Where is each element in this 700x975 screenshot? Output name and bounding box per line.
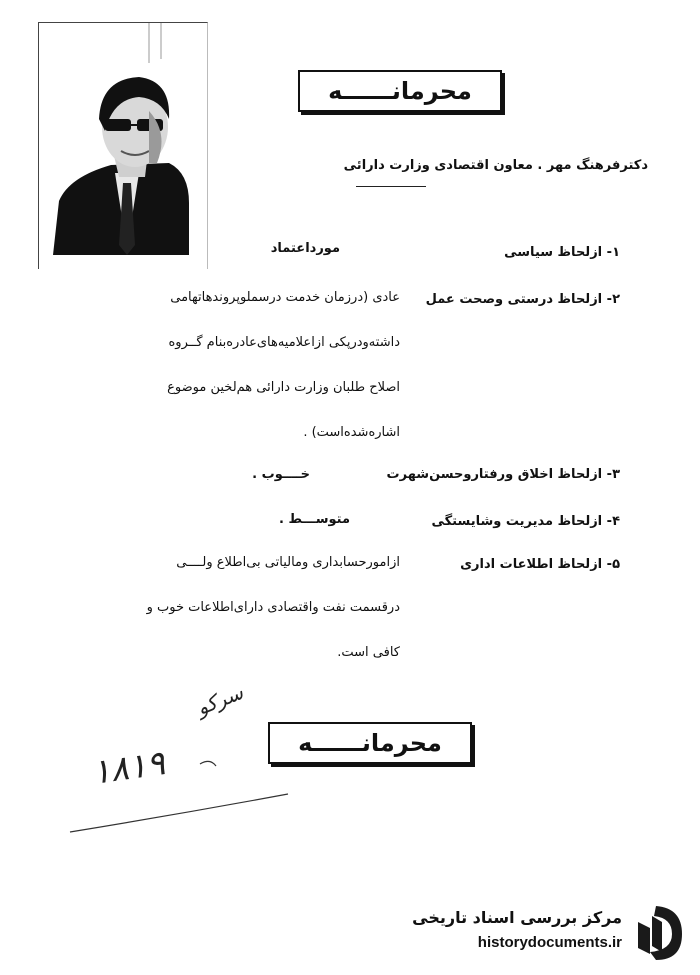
portrait-photo xyxy=(38,22,208,269)
item-2-value-line-4: اشاره‌شده‌است) . xyxy=(303,425,400,440)
archive-watermark xyxy=(400,900,690,966)
confidential-stamp-bottom xyxy=(268,722,472,764)
handwritten-number: ۱۸۱۹ xyxy=(89,743,168,793)
item-2-value-line-1: عادی (درزمان خدمت درسملوپروندهاتهامی xyxy=(170,290,400,305)
archive-logo-icon xyxy=(626,902,686,964)
confidential-stamp-bottom-text: محرمانــــــه xyxy=(298,729,442,757)
subject-underline xyxy=(356,186,426,187)
item-2-value-line-2: داشته‌ودرپکی ازاعلامیه‌های‌عادره‌بنام گــروه xyxy=(168,335,400,350)
item-5-label: ۵- ازلحاظ اطلاعات اداری xyxy=(460,557,620,572)
item-2-label: ۲- ازلحاظ درستی وصحت عمل xyxy=(425,292,620,307)
item-2-value-line-3: اصلاح طلبان وزارت دارائی هم‌لخین موضوع xyxy=(167,380,400,395)
handwritten-strokes xyxy=(60,760,300,840)
handwritten-note: سرکو xyxy=(193,679,247,721)
item-4-value: متوســـط . xyxy=(278,512,350,527)
subject-line: دکترفرهنگ مهر . معاون اقتصادی وزارت دارائی xyxy=(343,158,648,173)
confidential-stamp-top-text: محرمانــــــه xyxy=(328,77,472,105)
item-4-label: ۴- ازلحاظ مدیریت وشایستگی xyxy=(431,514,620,529)
item-3-value: خــــوب . xyxy=(252,467,310,482)
archive-name: مرکز بررسی اسناد تاریخی xyxy=(412,908,622,927)
item-5-value-line-1: ازامورحسابداری ومالیاتی بی‌اطلاع ولــــی xyxy=(176,555,400,570)
item-5-value-line-3: کافی است. xyxy=(337,645,400,660)
confidential-stamp-top xyxy=(298,70,502,112)
archive-website: historydocuments.ir xyxy=(477,934,622,951)
item-5-value-line-2: درقسمت نفت واقتصادی دارای‌اطلاعات خوب و xyxy=(146,600,400,615)
item-1-label: ۱- ازلحاظ سیاسی xyxy=(504,245,620,260)
portrait-image xyxy=(39,23,207,269)
item-3-label: ۳- ازلحاظ اخلاق ورفتاروحسن‌شهرت xyxy=(386,467,620,482)
item-1-value: مورداعتماد xyxy=(270,241,340,256)
